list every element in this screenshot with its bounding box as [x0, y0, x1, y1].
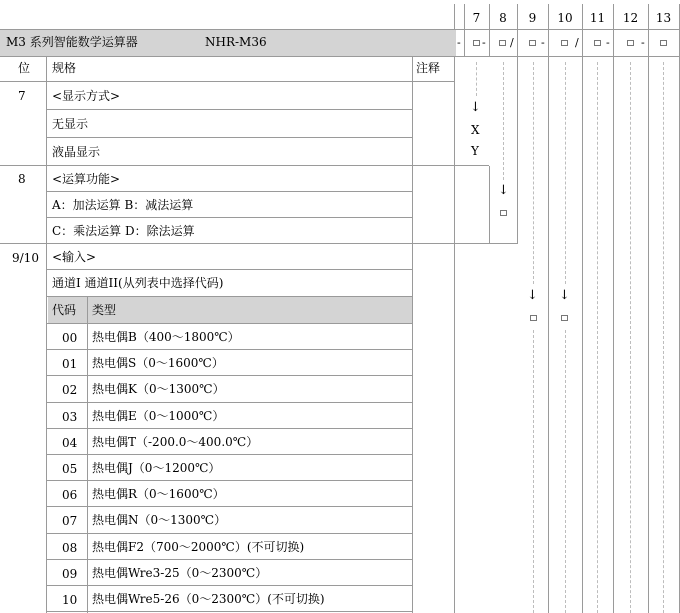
type-label: 热电偶S（0～1600℃） [92, 356, 224, 371]
header-position: 位 [18, 61, 31, 75]
type-code: 04 [62, 435, 78, 450]
type-code: 09 [62, 566, 78, 581]
type-label: 热电偶K（0～1300℃） [92, 382, 225, 397]
section-title: <运算功能> [52, 172, 121, 186]
type-label: 热电偶F2（700～2000℃）(不可切换) [92, 539, 305, 554]
section-position: 7 [18, 89, 26, 103]
header-spec: 规格 [52, 61, 77, 75]
type-label: 热电偶B（400～1800℃） [92, 330, 240, 344]
col-number-12: 12 [622, 11, 639, 25]
function-line-1: A：加法运算 B：减法运算 [52, 198, 194, 212]
slot-box-icon [473, 40, 480, 46]
type-code: 06 [62, 488, 78, 503]
code-box-icon [500, 210, 507, 216]
option-no-display: 无显示 [52, 117, 89, 131]
code-box-icon [530, 315, 537, 321]
type-label: 热电偶Wre5-26（0～2300℃）(不可切换) [92, 592, 325, 606]
type-code: 10 [62, 593, 78, 607]
col-number-13: 13 [655, 11, 672, 25]
slot-box-icon [561, 40, 568, 46]
arrow-down-icon: ↓ [498, 183, 509, 198]
type-code: 07 [62, 514, 78, 529]
slot-box-icon [660, 40, 667, 46]
slot-separator: - [641, 36, 645, 49]
slot-separator: / [510, 36, 514, 49]
arrow-down-icon: ↓ [470, 100, 481, 115]
type-label: 热电偶N（0～1300℃） [92, 513, 227, 528]
slot-box-icon [594, 40, 601, 46]
slot-separator: - [457, 36, 461, 49]
function-line-2: C：乘法运算 D：除法运算 [52, 224, 195, 238]
slot-separator: - [606, 36, 610, 49]
col-number-8: 8 [499, 11, 507, 25]
section-position: 9/10 [12, 251, 39, 265]
type-code: 01 [62, 357, 78, 372]
section-position: 8 [18, 172, 26, 186]
option-lcd-display: 液晶显示 [52, 145, 101, 159]
code-y: Y [471, 144, 479, 158]
col-header-type: 类型 [92, 303, 117, 317]
product-title: M3 系列智能数学运算器 [6, 35, 138, 49]
type-code: 00 [62, 331, 78, 345]
col-header-code: 代码 [52, 303, 77, 317]
slot-box-icon [627, 40, 634, 46]
slot-box-icon [529, 40, 536, 46]
type-label: 热电偶J（0～1200℃） [92, 461, 221, 475]
slot-separator: - [482, 36, 486, 49]
code-box-icon [561, 315, 568, 321]
header-note: 注释 [416, 61, 441, 75]
type-code: 05 [62, 462, 78, 476]
code-x: X [471, 123, 480, 137]
section-title: <显示方式> [52, 89, 121, 103]
type-label: 热电偶E（0～1000℃） [92, 408, 225, 423]
type-code: 02 [62, 383, 78, 398]
section-title: <输入> [52, 250, 97, 264]
slot-box-icon [499, 40, 506, 46]
col-number-7: 7 [472, 11, 481, 25]
arrow-down-icon: ↓ [527, 288, 538, 303]
col-number-9: 9 [528, 11, 537, 25]
type-label: 热电偶Wre3-25（0～2300℃） [92, 565, 268, 580]
slot-separator: / [575, 36, 579, 49]
type-label: 热电偶T（-200.0～400.0℃） [92, 434, 259, 449]
col-number-10: 10 [557, 11, 573, 25]
col-number-11: 11 [589, 11, 606, 25]
section-subtitle: 通道I 通道II(从列表中选择代码) [52, 276, 224, 290]
type-code: 08 [62, 540, 78, 555]
type-label: 热电偶R（0～1600℃） [92, 487, 225, 502]
slot-separator: - [541, 36, 545, 49]
type-code: 03 [62, 409, 78, 424]
arrow-down-icon: ↓ [559, 288, 570, 303]
model-code: NHR-M36 [205, 35, 267, 49]
